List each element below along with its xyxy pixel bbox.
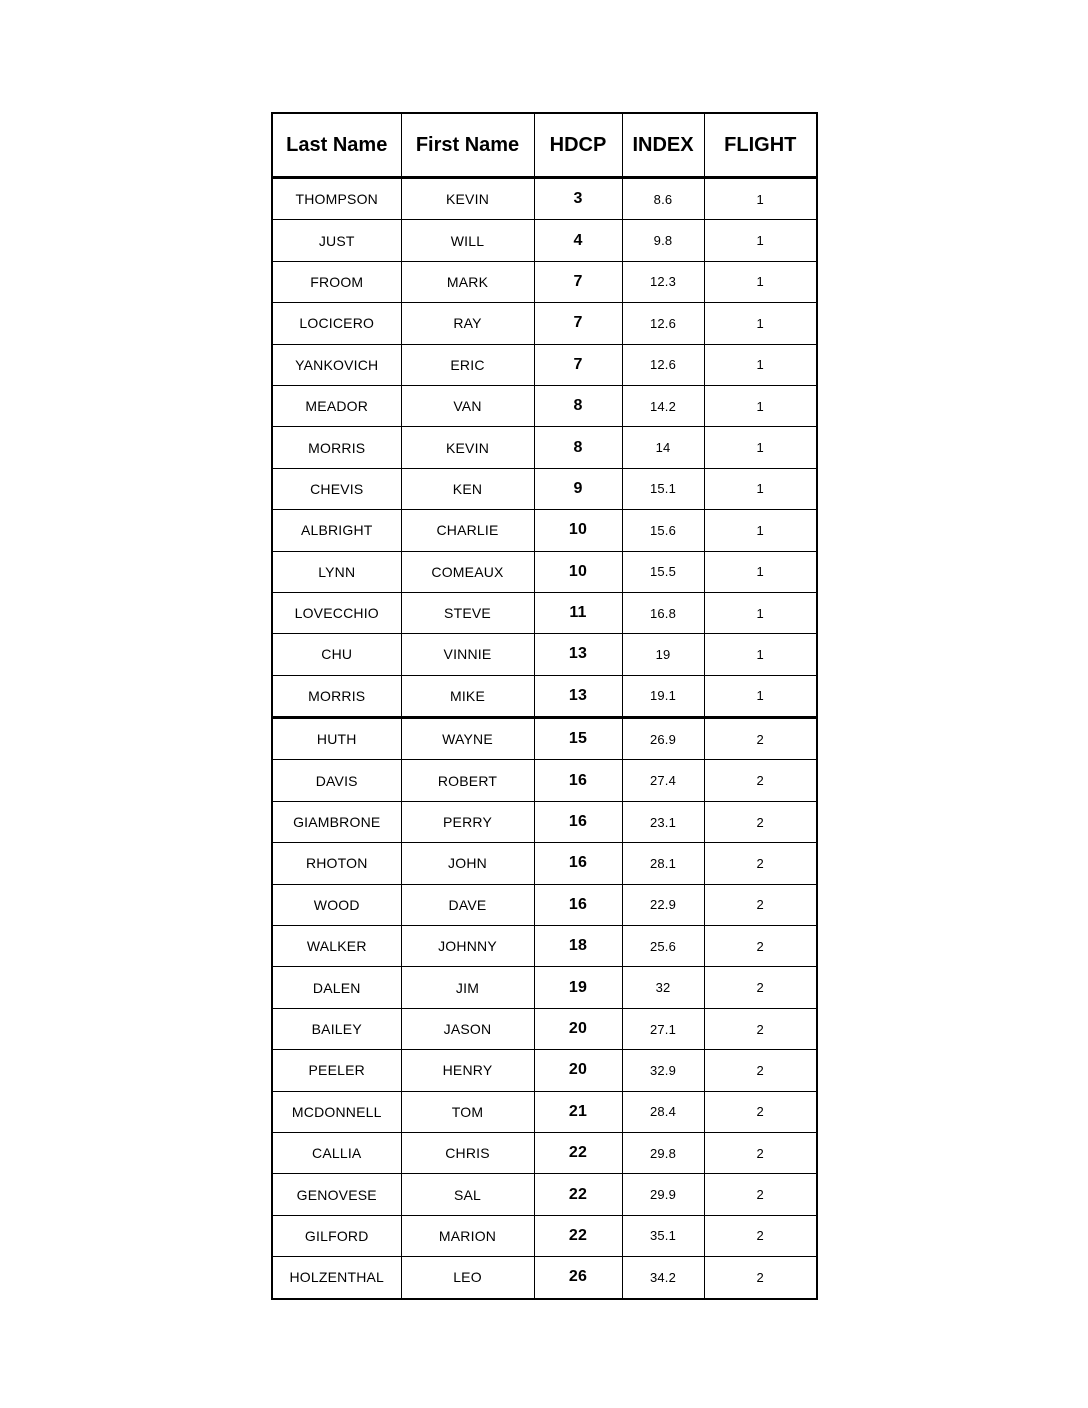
- hdcp-cell: 22: [534, 1132, 622, 1173]
- last-name-cell: RHOTON: [272, 843, 401, 884]
- last-name-cell: PEELER: [272, 1050, 401, 1091]
- index-cell: 23.1: [622, 801, 704, 842]
- table-row: [272, 592, 817, 633]
- last-name-cell: YANKOVICH: [272, 344, 401, 385]
- flight-cell: 2: [704, 718, 817, 760]
- last-name-cell: WALKER: [272, 926, 401, 967]
- index-cell: 12.3: [622, 261, 704, 302]
- table-row: [272, 967, 817, 1008]
- flight-cell: 2: [704, 1091, 817, 1132]
- index-cell: 12.6: [622, 303, 704, 344]
- table-row: [272, 1091, 817, 1132]
- header-index: INDEX: [622, 113, 704, 178]
- first-name-cell: VAN: [401, 385, 534, 426]
- flight-cell: 2: [704, 967, 817, 1008]
- handicap-sheet: [271, 112, 816, 1300]
- last-name-cell: WOOD: [272, 884, 401, 925]
- last-name-cell: LOCICERO: [272, 303, 401, 344]
- hdcp-cell: 11: [534, 592, 622, 633]
- index-cell: 15.1: [622, 468, 704, 509]
- flight-cell: 2: [704, 1215, 817, 1256]
- hdcp-cell: 21: [534, 1091, 622, 1132]
- index-cell: 35.1: [622, 1215, 704, 1256]
- table-row: [272, 220, 817, 261]
- first-name-cell: WAYNE: [401, 718, 534, 760]
- last-name-cell: JUST: [272, 220, 401, 261]
- table-row: [272, 385, 817, 426]
- last-name-cell: LOVECCHIO: [272, 592, 401, 633]
- flight-cell: 1: [704, 551, 817, 592]
- table-row: [272, 801, 817, 842]
- hdcp-cell: 3: [534, 178, 622, 220]
- hdcp-cell: 13: [534, 675, 622, 717]
- table-row: [272, 178, 817, 220]
- hdcp-cell: 13: [534, 634, 622, 675]
- first-name-cell: VINNIE: [401, 634, 534, 675]
- index-cell: 27.4: [622, 760, 704, 801]
- flight-cell: 2: [704, 1257, 817, 1299]
- hdcp-cell: 7: [534, 344, 622, 385]
- hdcp-cell: 20: [534, 1050, 622, 1091]
- first-name-cell: CHARLIE: [401, 510, 534, 551]
- first-name-cell: JOHN: [401, 843, 534, 884]
- flight-cell: 1: [704, 344, 817, 385]
- index-cell: 34.2: [622, 1257, 704, 1299]
- hdcp-cell: 7: [534, 303, 622, 344]
- first-name-cell: MIKE: [401, 675, 534, 717]
- hdcp-cell: 19: [534, 967, 622, 1008]
- table-row: [272, 760, 817, 801]
- hdcp-cell: 22: [534, 1215, 622, 1256]
- header-first-name: First Name: [401, 113, 534, 178]
- index-cell: 19: [622, 634, 704, 675]
- hdcp-cell: 26: [534, 1257, 622, 1299]
- hdcp-cell: 9: [534, 468, 622, 509]
- last-name-cell: CALLIA: [272, 1132, 401, 1173]
- handicap-table: [271, 112, 818, 1300]
- table-body: [272, 178, 817, 1299]
- index-cell: 29.9: [622, 1174, 704, 1215]
- hdcp-cell: 8: [534, 385, 622, 426]
- flight-cell: 2: [704, 801, 817, 842]
- hdcp-cell: 18: [534, 926, 622, 967]
- table-row: [272, 675, 817, 717]
- index-cell: 12.6: [622, 344, 704, 385]
- flight-cell: 2: [704, 1050, 817, 1091]
- last-name-cell: LYNN: [272, 551, 401, 592]
- index-cell: 8.6: [622, 178, 704, 220]
- table-row: [272, 926, 817, 967]
- flight-cell: 1: [704, 178, 817, 220]
- last-name-cell: MEADOR: [272, 385, 401, 426]
- first-name-cell: JOHNNY: [401, 926, 534, 967]
- hdcp-cell: 7: [534, 261, 622, 302]
- last-name-cell: GENOVESE: [272, 1174, 401, 1215]
- hdcp-cell: 4: [534, 220, 622, 261]
- flight-cell: 1: [704, 510, 817, 551]
- first-name-cell: STEVE: [401, 592, 534, 633]
- hdcp-cell: 16: [534, 843, 622, 884]
- flight-cell: 2: [704, 1132, 817, 1173]
- first-name-cell: CHRIS: [401, 1132, 534, 1173]
- index-cell: 16.8: [622, 592, 704, 633]
- table-row: [272, 1132, 817, 1173]
- table-row: [272, 1257, 817, 1299]
- flight-cell: 2: [704, 760, 817, 801]
- index-cell: 32: [622, 967, 704, 1008]
- flight-cell: 2: [704, 1174, 817, 1215]
- hdcp-cell: 10: [534, 510, 622, 551]
- last-name-cell: HUTH: [272, 718, 401, 760]
- first-name-cell: KEN: [401, 468, 534, 509]
- flight-cell: 1: [704, 261, 817, 302]
- table-row: [272, 1050, 817, 1091]
- first-name-cell: TOM: [401, 1091, 534, 1132]
- hdcp-cell: 10: [534, 551, 622, 592]
- index-cell: 9.8: [622, 220, 704, 261]
- header-flight: FLIGHT: [704, 113, 817, 178]
- first-name-cell: JIM: [401, 967, 534, 1008]
- table-row: [272, 718, 817, 760]
- flight-cell: 1: [704, 303, 817, 344]
- header-last-name: Last Name: [272, 113, 401, 178]
- first-name-cell: ERIC: [401, 344, 534, 385]
- table-row: [272, 1008, 817, 1049]
- table-row: [272, 634, 817, 675]
- hdcp-cell: 15: [534, 718, 622, 760]
- last-name-cell: DALEN: [272, 967, 401, 1008]
- first-name-cell: ROBERT: [401, 760, 534, 801]
- index-cell: 26.9: [622, 718, 704, 760]
- flight-cell: 2: [704, 1008, 817, 1049]
- first-name-cell: MARK: [401, 261, 534, 302]
- flight-cell: 1: [704, 634, 817, 675]
- index-cell: 29.8: [622, 1132, 704, 1173]
- hdcp-cell: 16: [534, 801, 622, 842]
- first-name-cell: PERRY: [401, 801, 534, 842]
- table-row: [272, 884, 817, 925]
- last-name-cell: THOMPSON: [272, 178, 401, 220]
- header-hdcp: HDCP: [534, 113, 622, 178]
- hdcp-cell: 16: [534, 760, 622, 801]
- index-cell: 14: [622, 427, 704, 468]
- last-name-cell: MORRIS: [272, 427, 401, 468]
- flight-cell: 1: [704, 592, 817, 633]
- flight-cell: 2: [704, 884, 817, 925]
- last-name-cell: CHU: [272, 634, 401, 675]
- flight-cell: 1: [704, 427, 817, 468]
- table-row: [272, 510, 817, 551]
- first-name-cell: SAL: [401, 1174, 534, 1215]
- first-name-cell: JASON: [401, 1008, 534, 1049]
- index-cell: 15.6: [622, 510, 704, 551]
- hdcp-cell: 22: [534, 1174, 622, 1215]
- first-name-cell: COMEAUX: [401, 551, 534, 592]
- table-row: [272, 261, 817, 302]
- flight-cell: 2: [704, 926, 817, 967]
- last-name-cell: CHEVIS: [272, 468, 401, 509]
- index-cell: 28.4: [622, 1091, 704, 1132]
- last-name-cell: ALBRIGHT: [272, 510, 401, 551]
- flight-cell: 1: [704, 220, 817, 261]
- table-row: [272, 1174, 817, 1215]
- table-row: [272, 468, 817, 509]
- last-name-cell: MCDONNELL: [272, 1091, 401, 1132]
- last-name-cell: MORRIS: [272, 675, 401, 717]
- last-name-cell: BAILEY: [272, 1008, 401, 1049]
- hdcp-cell: 8: [534, 427, 622, 468]
- table-row: [272, 344, 817, 385]
- first-name-cell: KEVIN: [401, 427, 534, 468]
- flight-cell: 1: [704, 468, 817, 509]
- first-name-cell: WILL: [401, 220, 534, 261]
- table-row: [272, 303, 817, 344]
- first-name-cell: HENRY: [401, 1050, 534, 1091]
- last-name-cell: FROOM: [272, 261, 401, 302]
- index-cell: 15.5: [622, 551, 704, 592]
- index-cell: 28.1: [622, 843, 704, 884]
- first-name-cell: LEO: [401, 1257, 534, 1299]
- table-row: [272, 427, 817, 468]
- table-row: [272, 551, 817, 592]
- index-cell: 25.6: [622, 926, 704, 967]
- flight-cell: 2: [704, 843, 817, 884]
- last-name-cell: GIAMBRONE: [272, 801, 401, 842]
- last-name-cell: GILFORD: [272, 1215, 401, 1256]
- flight-cell: 1: [704, 675, 817, 717]
- hdcp-cell: 20: [534, 1008, 622, 1049]
- first-name-cell: MARION: [401, 1215, 534, 1256]
- last-name-cell: HOLZENTHAL: [272, 1257, 401, 1299]
- first-name-cell: RAY: [401, 303, 534, 344]
- flight-cell: 1: [704, 385, 817, 426]
- index-cell: 32.9: [622, 1050, 704, 1091]
- table-header: [272, 113, 817, 178]
- first-name-cell: DAVE: [401, 884, 534, 925]
- hdcp-cell: 16: [534, 884, 622, 925]
- index-cell: 27.1: [622, 1008, 704, 1049]
- index-cell: 14.2: [622, 385, 704, 426]
- table-row: [272, 1215, 817, 1256]
- last-name-cell: DAVIS: [272, 760, 401, 801]
- index-cell: 22.9: [622, 884, 704, 925]
- table-row: [272, 843, 817, 884]
- index-cell: 19.1: [622, 675, 704, 717]
- first-name-cell: KEVIN: [401, 178, 534, 220]
- header-row: [272, 113, 817, 178]
